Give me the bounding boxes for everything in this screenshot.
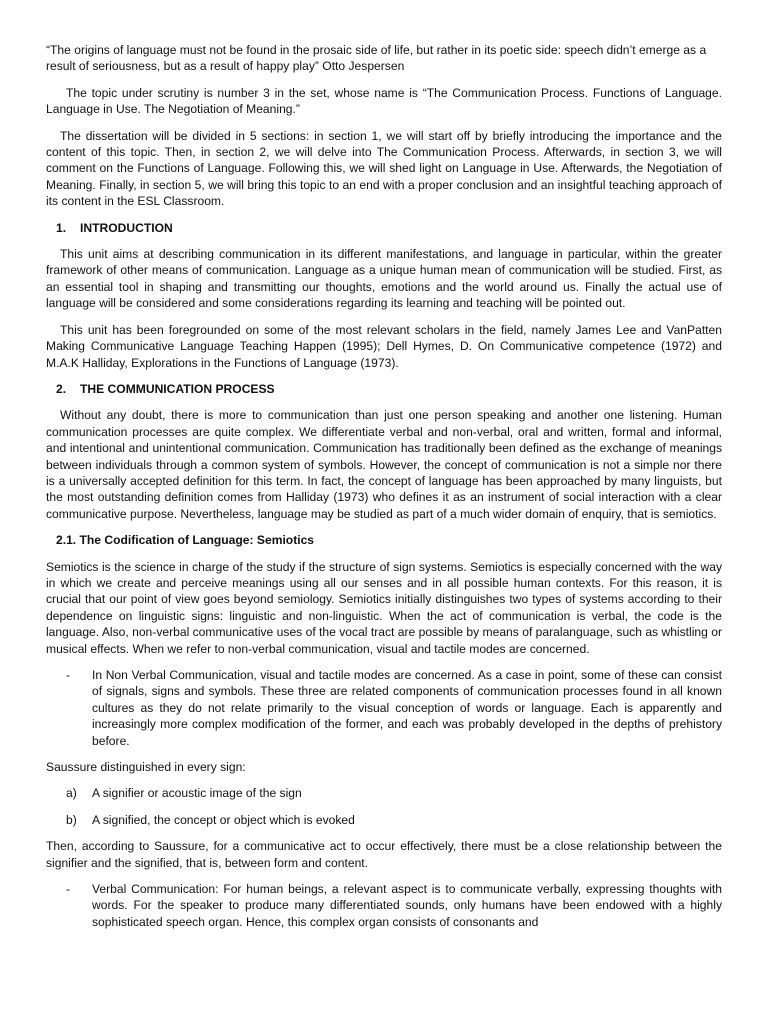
section-number: 1. <box>56 220 67 235</box>
saussure-conclusion: Then, according to Saussure, for a communicative act to occur effectively, there must be a close relationship between the signifier and the signified, that is, between form and content. <box>46 839 722 870</box>
list-item <box>46 667 722 749</box>
section-number: 2. <box>56 381 67 396</box>
document-page <box>46 42 722 940</box>
sources-paragraph: This unit has been foregrounded on some of the most relevant scholars in the field, namely James Lee and VanPatten Making Communicative Language Teaching Happen (1995); Dell Hymes, D. On Communicative competence (1972) and M.A.K Halliday, Explorations in the Functions of Language (1973). <box>46 322 722 370</box>
saussure-intro: Saussure distinguished in every sign: <box>46 760 246 775</box>
topic-paragraph: The topic under scrutiny is number 3 in the set, whose name is “The Communication Process. Functions of Language. Language in Use. The Negotiation of Meaning.” <box>46 85 722 117</box>
communication-process-paragraph: Without any doubt, there is more to communication than just one person speaking and another one listening. Human communication processes are quite complex. We differentiate verbal and non-verbal, oral and written, formal and informal, and intentional and unintentional communication. Communication has traditionally been defined as the exchange of meanings between individuals through a common system of symbols. However, the concept of communication is not a simple nor there is a universally accepted definition for this term. In fact, the concept of language has been approached by many linguists, but the most outstanding definition comes from Halliday (1973) who defines it as an instrument of social interaction with a clear communicative purpose. Nevertheless, language may be studied as part of a much wider domain of enquiry, that is semiotics. <box>46 408 722 521</box>
subsection-heading-semiotics: 2.1. The Codification of Language: Semiotics <box>56 533 315 548</box>
list-marker: a) <box>66 786 77 801</box>
semiotics-paragraph: Semiotics is the science in charge of the study if the structure of sign systems. Semiotics is especially concerned with the way in which we create and perceive meanings using all our senses and in all possible human contexts. For this reason, it is crucial that our point of view goes beyond semiology. Semiotics initially distinguishes two types of systems according to their dependence on linguistic signs: linguistic and non-linguistic. When the act of communication is verbal, the code is the language. Also, non-verbal communicative uses of the vocal tract are possible by means of paralanguage, such as whistling or musical effects. When we refer to non-verbal communication, visual and tactile modes are concerned. <box>46 559 722 656</box>
section-heading-introduction <box>56 220 722 236</box>
list-item <box>46 785 722 801</box>
bullet-dash: - <box>66 882 71 897</box>
section-heading-communication-process <box>56 381 722 397</box>
list-item <box>46 881 722 930</box>
signifier-item: A signifier or acoustic image of the sign <box>92 786 302 801</box>
epigraph-quote: “The origins of language must not be found in the prosaic side of life, but rather in its poetic side: speech didn’t emerge as a result of seriousness, but as a result of happy play” Otto Jespersen <box>46 43 707 74</box>
outline-paragraph: The dissertation will be divided in 5 sections: in section 1, we will start off by briefly introducing the importance and the content of this topic. Then, in section 2, we will delve into The Communication Process. Afterwards, in section 3, we will comment on the Functions of Language. Following this, we will shed light on Language in Use. Afterwards, the Negotiation of Meaning. Finally, in section 5, we will bring this topic to an end with a proper conclusion and an insightful teaching approach of its content in the ESL Classroom. <box>46 128 722 209</box>
list-marker: b) <box>66 812 77 827</box>
non-verbal-bullet-text: In Non Verbal Communication, visual and tactile modes are concerned. As a case in point, some of these can consist of signals, signs and symbols. These three are related components of communication processes found in all known cultures as they do not relate primarily to the visual conception of words or language. Each is apparently and increasingly more complex modification of the former, and each was probably developed in the depths of prehistory before. <box>92 668 722 748</box>
verbal-bullet-text: Verbal Communication: For human beings, a relevant aspect is to communicate verbally, expressing thoughts with words. For the speaker to produce many differentiated sounds, only humans have been endowed with a highly sophisticated speech organ. Hence, this complex organ consists of consonants and <box>92 882 722 929</box>
section-title: INTRODUCTION <box>80 220 173 235</box>
section-title: THE COMMUNICATION PROCESS <box>80 381 275 396</box>
introduction-paragraph: This unit aims at describing communication in its different manifestations, and language in particular, within the greater framework of other means of communication. Language as a unique human mean of communication will be studied. First, as an essential tool in shaping and transmitting our thoughts, emotions and the world around us. Finally the actual use of language will be considered and some considerations regarding its learning and teaching will be pointed out. <box>46 247 722 311</box>
bullet-dash: - <box>66 668 71 682</box>
list-item <box>46 812 722 828</box>
signified-item: A signified, the concept or object which is evoked <box>92 812 355 827</box>
